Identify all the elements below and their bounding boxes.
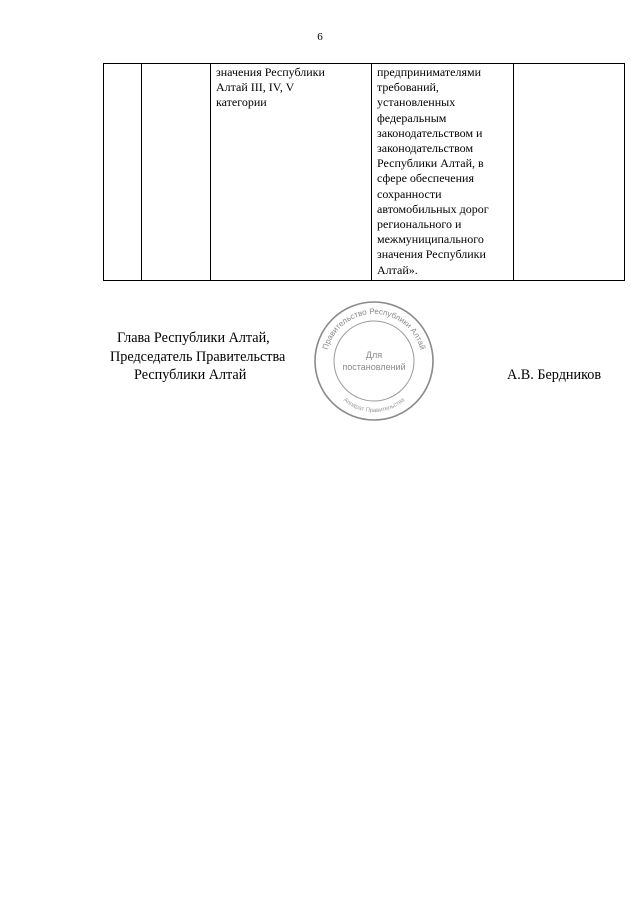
stamp-bottom-text: Аппарат Правительства (342, 397, 406, 415)
stamp-outer-text: Правительство Республики Алтай (320, 306, 428, 351)
object-text: значения Республики Алтай III, IV, V категории (216, 65, 325, 110)
official-stamp (312, 300, 436, 422)
signatory-position-line3: Республики Алтай (134, 367, 247, 383)
table-cell-code (142, 64, 211, 281)
control-text: предпринимателями требований, установленных федеральным законодательством и законодательством Республики Алтай, в сфере обеспечения сохранности автомобильных дорог регионального и межмуниципального значения Республики Алтай». (377, 65, 489, 277)
page-number: 6 (317, 31, 323, 43)
signatory-position-line2: Председатель Правительства (110, 349, 286, 365)
table-cell-number (104, 64, 142, 281)
table-row (104, 64, 625, 281)
continuation-table (103, 63, 625, 281)
table-cell-note (514, 64, 625, 281)
table-cell-object (211, 64, 372, 281)
stamp-inner-text-line2: постановлений (342, 362, 406, 372)
stamp-inner-text-line1: Для (365, 350, 383, 360)
table-cell-control (372, 64, 514, 281)
signatory-name: А.В. Бердников (507, 367, 602, 383)
signatory-position-line1: Глава Республики Алтай, (117, 330, 270, 346)
